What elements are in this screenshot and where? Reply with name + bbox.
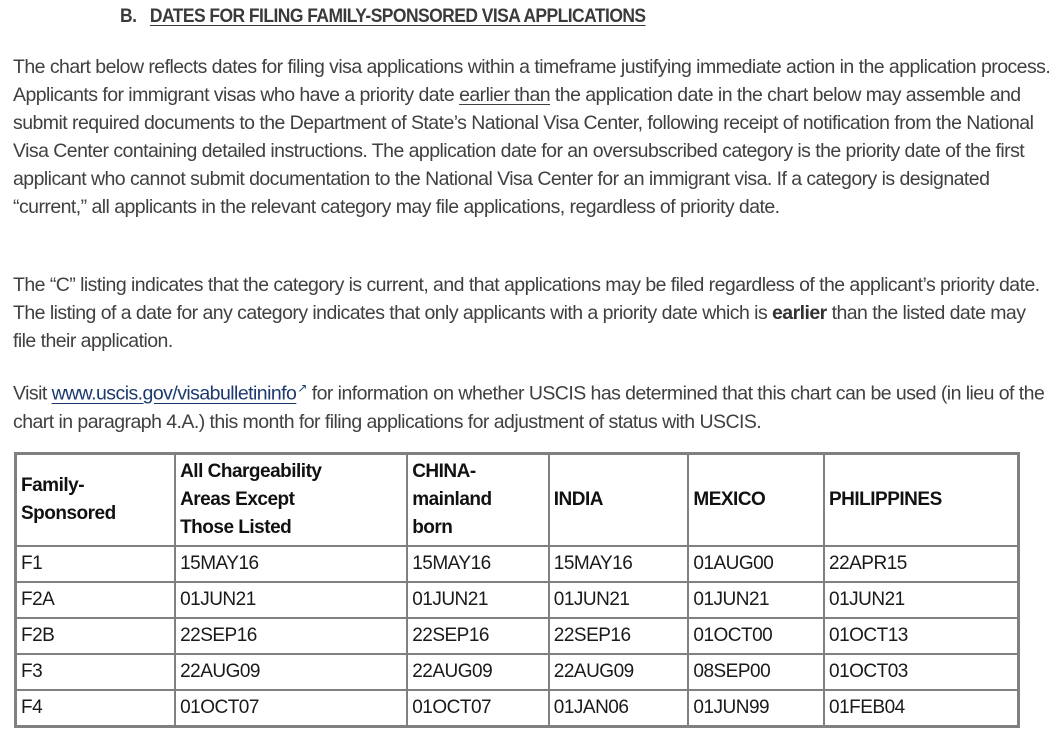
date-cell: 01JUN21	[175, 582, 407, 618]
category-cell: F3	[16, 654, 176, 690]
date-cell: 22SEP16	[175, 618, 407, 654]
visit-text: Visit	[13, 382, 52, 405]
c-listing-text-start: The “C” listing indicates that the category is current, and that applications may be filed regardless of the applicant’s priority date. The listing of a date for any category indicates that only applicants with a priority date which is	[13, 274, 1040, 324]
dates-for-filing-table	[14, 452, 1020, 728]
table-row	[16, 618, 1019, 654]
date-cell: 01FEB04	[824, 690, 1019, 727]
date-cell: 22APR15	[824, 546, 1019, 582]
header-family-sponsored: Family- Sponsored	[16, 454, 176, 547]
section-number: B.	[120, 6, 137, 27]
intro-paragraph	[13, 53, 1053, 221]
earlier-emphasis: earlier	[772, 302, 827, 324]
table-row	[16, 546, 1019, 582]
category-cell: F2B	[16, 618, 176, 654]
category-cell: F2A	[16, 582, 176, 618]
date-cell: 01OCT07	[175, 690, 407, 727]
date-cell: 01JUN99	[688, 690, 824, 727]
date-cell: 22SEP16	[549, 618, 689, 654]
date-cell: 01JAN06	[549, 690, 689, 727]
date-cell: 01OCT03	[824, 654, 1019, 690]
date-cell: 01OCT13	[824, 618, 1019, 654]
section-heading	[120, 6, 646, 28]
uscis-paragraph	[13, 374, 1053, 436]
external-link-icon[interactable]: ↗︎	[297, 381, 307, 395]
date-cell: 01AUG00	[688, 546, 824, 582]
intro-text-start: The chart below reflects dates for filing visa applications within a timeframe justifying immediate action in the application process. Applicants for immigrant visas who have a priority date	[13, 56, 1051, 106]
date-cell: 01JUN21	[407, 582, 549, 618]
date-cell: 15MAY16	[175, 546, 407, 582]
category-cell: F4	[16, 690, 176, 727]
header-india: INDIA	[549, 454, 689, 547]
header-china: CHINA- mainland born	[407, 454, 549, 547]
table-body	[16, 546, 1019, 727]
date-cell: 15MAY16	[549, 546, 689, 582]
date-cell: 22AUG09	[549, 654, 689, 690]
date-cell: 22AUG09	[175, 654, 407, 690]
date-cell: 01OCT00	[688, 618, 824, 654]
table-row	[16, 690, 1019, 727]
date-cell: 01OCT07	[407, 690, 549, 727]
c-listing-text-end: than the listed date may file their application.	[13, 302, 1026, 352]
category-cell: F1	[16, 546, 176, 582]
c-listing-paragraph	[13, 271, 1053, 355]
table-row	[16, 654, 1019, 690]
date-cell: 01JUN21	[688, 582, 824, 618]
earlier-than-emphasis: earlier than	[459, 84, 551, 106]
section-title: DATES FOR FILING FAMILY-SPONSORED VISA APPLICATIONS	[149, 6, 646, 27]
header-philippines: PHILIPPINES	[824, 454, 1019, 547]
header-mexico: MEXICO	[688, 454, 824, 547]
uscis-visa-bulletin-link[interactable]: www.uscis.gov/visabulletininfo	[51, 382, 297, 405]
intro-text-end: the application date in the chart below may assemble and submit required documents to the Department of State’s National Visa Center, following receipt of notification from the National Visa Center containing detailed instructions. The application date for an oversubscribed category is the priority date of the first applicant who cannot submit documentation to the National Visa Center for an immigrant visa. If a category is designated “current,” all applicants in the relevant category may file applications, regardless of priority date.	[13, 84, 1034, 218]
date-cell: 01JUN21	[824, 582, 1019, 618]
header-all-chargeability: All Chargeability Areas Except Those Listed	[175, 454, 407, 547]
table-row	[16, 582, 1019, 618]
date-cell: 08SEP00	[688, 654, 824, 690]
uscis-text-end: for information on whether USCIS has determined that this chart can be used (in lieu of the chart in paragraph 4.A.) this month for filing applications for adjustment of status with USCIS.	[13, 382, 1045, 433]
date-cell: 22AUG09	[407, 654, 549, 690]
date-cell: 01JUN21	[549, 582, 689, 618]
table-header-row	[16, 454, 1019, 547]
date-cell: 15MAY16	[407, 546, 549, 582]
date-cell: 22SEP16	[407, 618, 549, 654]
